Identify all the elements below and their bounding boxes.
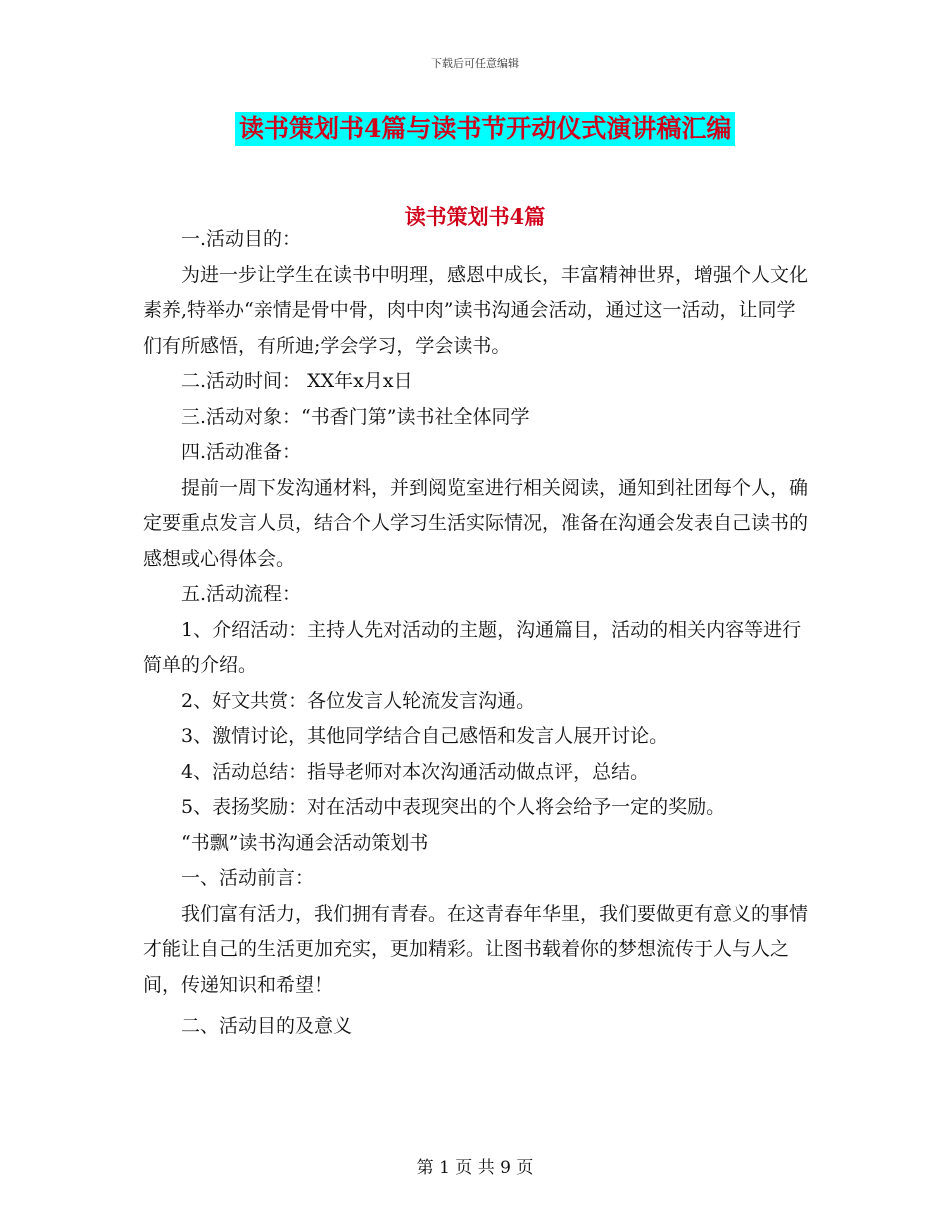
paragraph: 1、介绍活动：主持人先对活动的主题，沟通篇目，活动的相关内容等进行简单的介绍。 <box>143 618 802 676</box>
paragraph: 三.活动对象：“书香门第”读书社全体同学 <box>181 405 530 428</box>
paragraph: 我们富有活力，我们拥有青春。在这青春年华里，我们要做更有意义的事情才能让自己的生活更加充实，更加精彩。让图书载着你的梦想流传于人与人之间，传递知识和希望！ <box>143 902 809 996</box>
paragraph: 5、表扬奖励：对在活动中表现突出的个人将会给予一定的奖励。 <box>181 796 726 818</box>
paragraph: 五.活动流程： <box>181 583 302 605</box>
section-title: 读书策划书4篇 <box>404 204 546 229</box>
header-note: 下载后可任意编辑 <box>431 57 519 70</box>
paragraph: 提前一周下发沟通材料，并到阅览室进行相关阅读，通知到社团每个人，确定要重点发言人员，结合个人学习生活实际情况，准备在沟通会发表自己读书的感想或心得体会。 <box>143 476 809 570</box>
paragraph: 四.活动准备： <box>181 441 302 463</box>
paragraph: 一.活动目的： <box>181 228 302 250</box>
body-content <box>143 222 813 1045</box>
paragraph: “书飘”读书沟通会活动策划书 <box>181 831 429 854</box>
document-title: 读书策划书4篇与读书节开动仪式演讲稿汇编 <box>235 112 735 146</box>
paragraph: 二.活动时间： XX年x月x日 <box>181 370 413 392</box>
paragraph: 为进一步让学生在读书中明理，感恩中成长，丰富精神世界，增强个人文化素养,特举办“亲情是骨中骨，肉中肉”读书沟通会活动，通过这一活动，让同学们有所感悟，有所迪;学会学习，学会读书。 <box>143 263 809 357</box>
paragraph: 二、活动目的及意义 <box>181 1015 353 1037</box>
page-footer: 第 1 页 共 9 页 <box>416 1158 534 1178</box>
paragraph: 3、激情讨论，其他同学结合自己感悟和发言人展开讨论。 <box>181 725 669 747</box>
paragraph: 一、活动前言： <box>181 867 315 889</box>
paragraph: 2、好文共赏：各位发言人轮流发言沟通。 <box>181 689 536 712</box>
paragraph: 4、活动总结：指导老师对本次沟通活动做点评，总结。 <box>181 760 650 783</box>
